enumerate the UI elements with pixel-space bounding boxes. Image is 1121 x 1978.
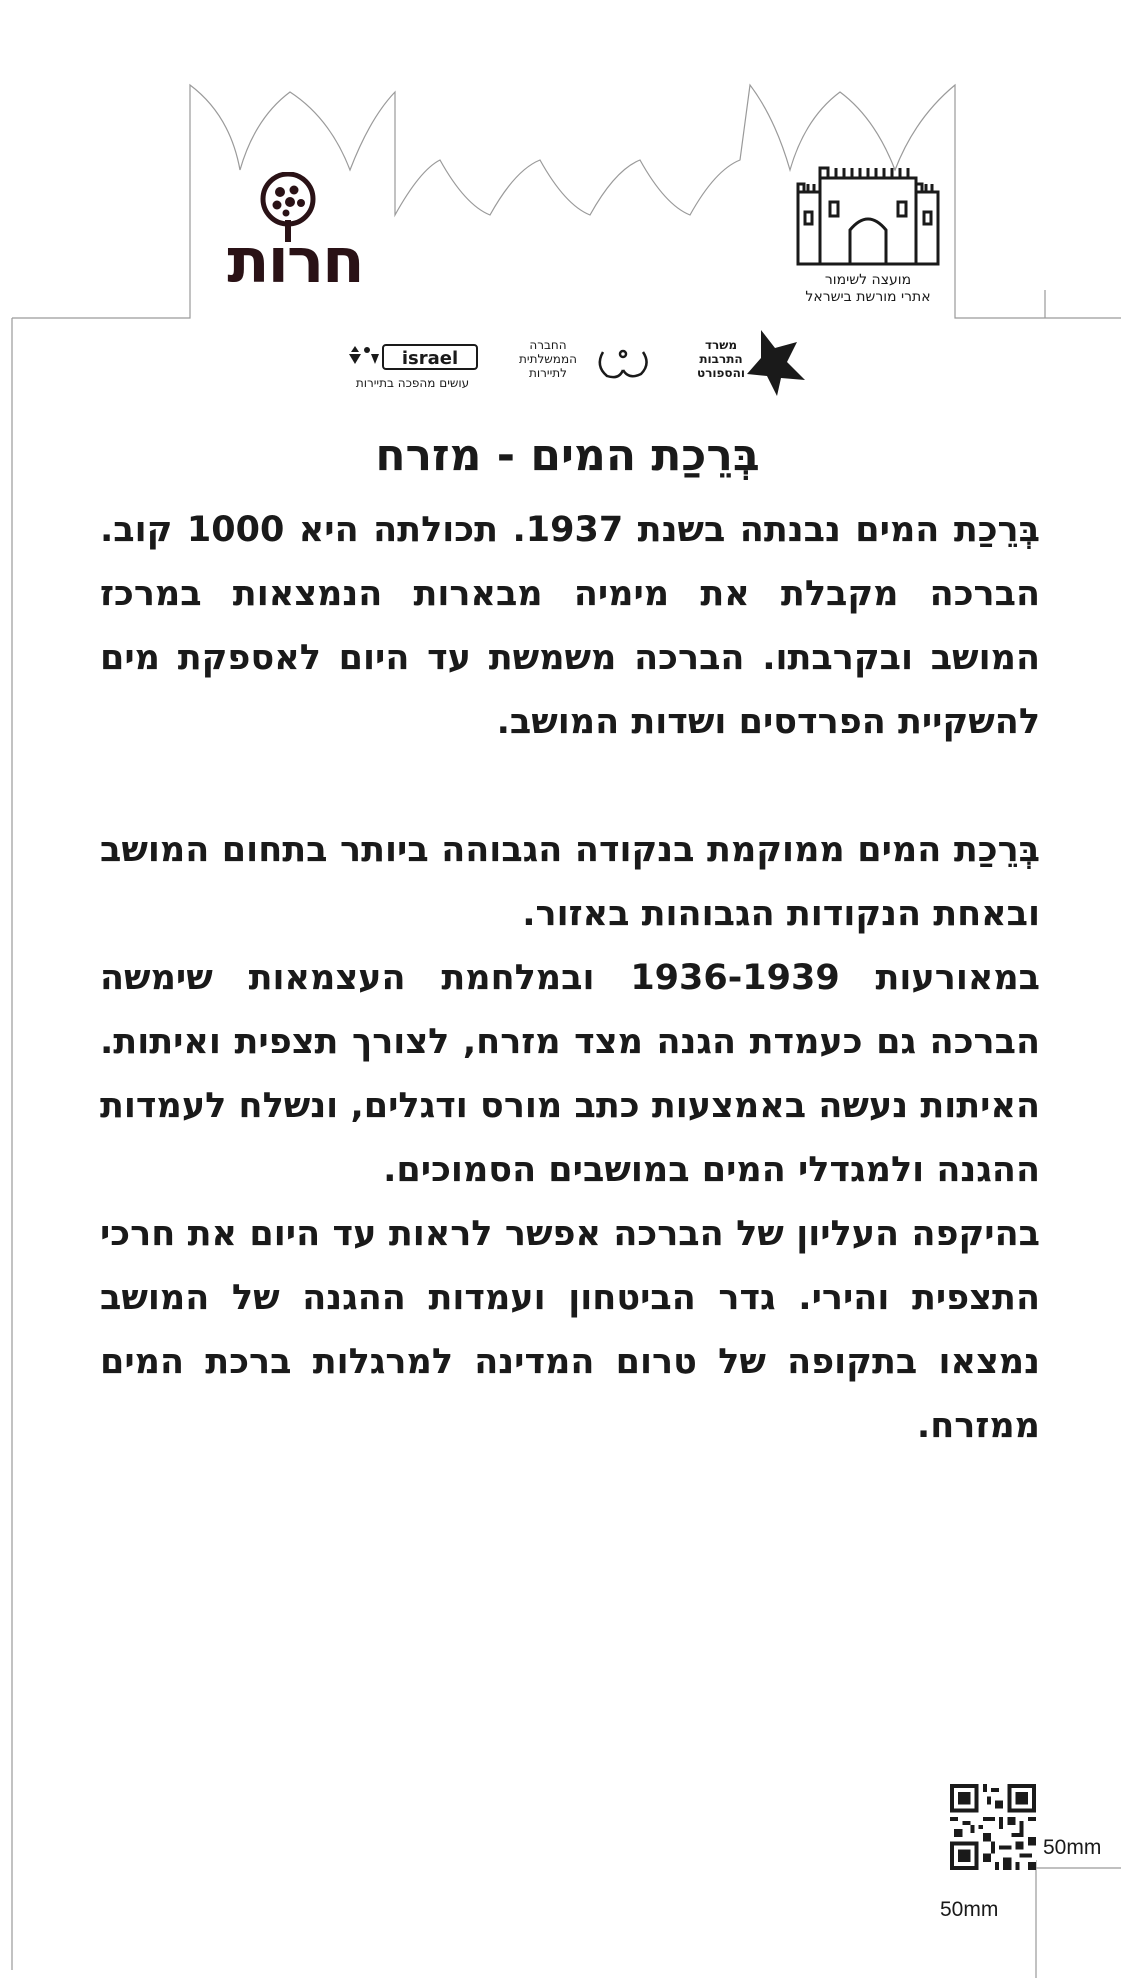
tourism-company-text: החברה הממשלתית לתיירות xyxy=(519,338,577,380)
council-logo xyxy=(768,160,968,310)
page-title: בְּרֵכַת המים - מזרח xyxy=(375,430,760,481)
israel-logo-word: israel xyxy=(401,348,459,369)
paragraph: בְּרֵכַת המים ממוקמת בנקודה הגבוהה ביותר בתחום המושב ובאחת הנקודות הגבוהות באזור. xyxy=(100,830,1040,934)
israel-tagline: עושים מהפכה בתיירות xyxy=(355,376,470,390)
tourism-company-logo xyxy=(505,328,655,398)
council-logo-text: מועצה לשימור אתרי מורשת בישראל xyxy=(805,272,931,305)
tourism-company-icon xyxy=(593,342,653,386)
paragraph: בְּרֵכַת המים נבנתה בשנת 1937. תכולתה היא 1000 קוב. הברכה מקבלת את מימיה מבארות הנמצאות במרכז המושב ובקרבתו. הברכה משמשת עד היום לאספקת מים להשקיית הפרדסים ושדות המושב. xyxy=(100,510,1040,742)
herut-logo xyxy=(200,172,390,297)
width-measurement: 50mm xyxy=(1043,1836,1102,1859)
body-text xyxy=(100,498,1040,1458)
ministry-text: משרד התרבות והספורט xyxy=(697,338,745,380)
ministry-logo xyxy=(695,328,805,398)
paragraph: במאורעות 1936-1939 ובמלחמת העצמאות שימשה הברכה גם כעמדת הגנה מצד מזרח, לצורך תצפית ואיתות. האיתות נעשה באמצעות כתב מורס ודגלים, ונשלח לעמדות ההגנה ולמגדלי המים במושבים הסמוכים. xyxy=(100,958,1040,1190)
castle-gate-icon xyxy=(768,160,968,270)
qr-code-icon xyxy=(950,1784,1036,1870)
herut-logo-text: חרות xyxy=(227,224,363,297)
paragraph: בהיקפה העליון של הברכה אפשר לראות עד היום את חרכי התצפית והירי. גדר הביטחון ועמדות ההגנה של המושב נמצאו בתקופה של טרום המדינה למרגלות ברכת המים ממזרח. xyxy=(100,1214,1040,1446)
height-measurement: 50mm xyxy=(940,1898,999,1921)
paragraph-spacer xyxy=(100,754,1040,818)
ministry-star-icon xyxy=(747,330,805,396)
israel-tourism-logo xyxy=(345,328,480,398)
